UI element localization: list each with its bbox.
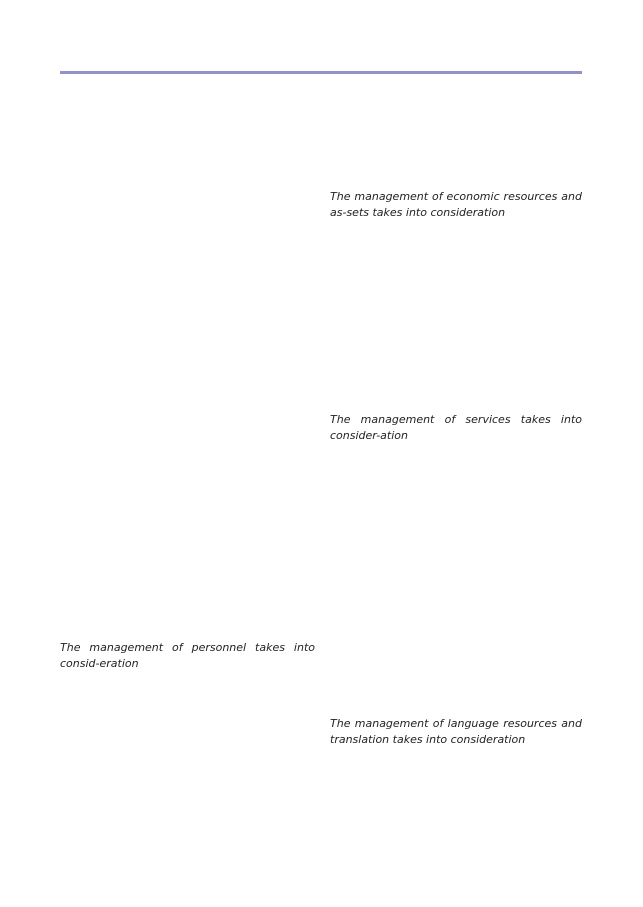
caption-language-resources: The management of language resources and translation takes into consideration xyxy=(330,717,582,746)
caption-economic-resources: The management of economic resources and as-sets takes into consideration xyxy=(330,190,582,219)
caption-services: The management of services takes into consider-ation xyxy=(330,413,582,442)
caption-personnel: The management of personnel takes into consid-eration xyxy=(60,641,315,670)
header-divider xyxy=(60,71,582,74)
